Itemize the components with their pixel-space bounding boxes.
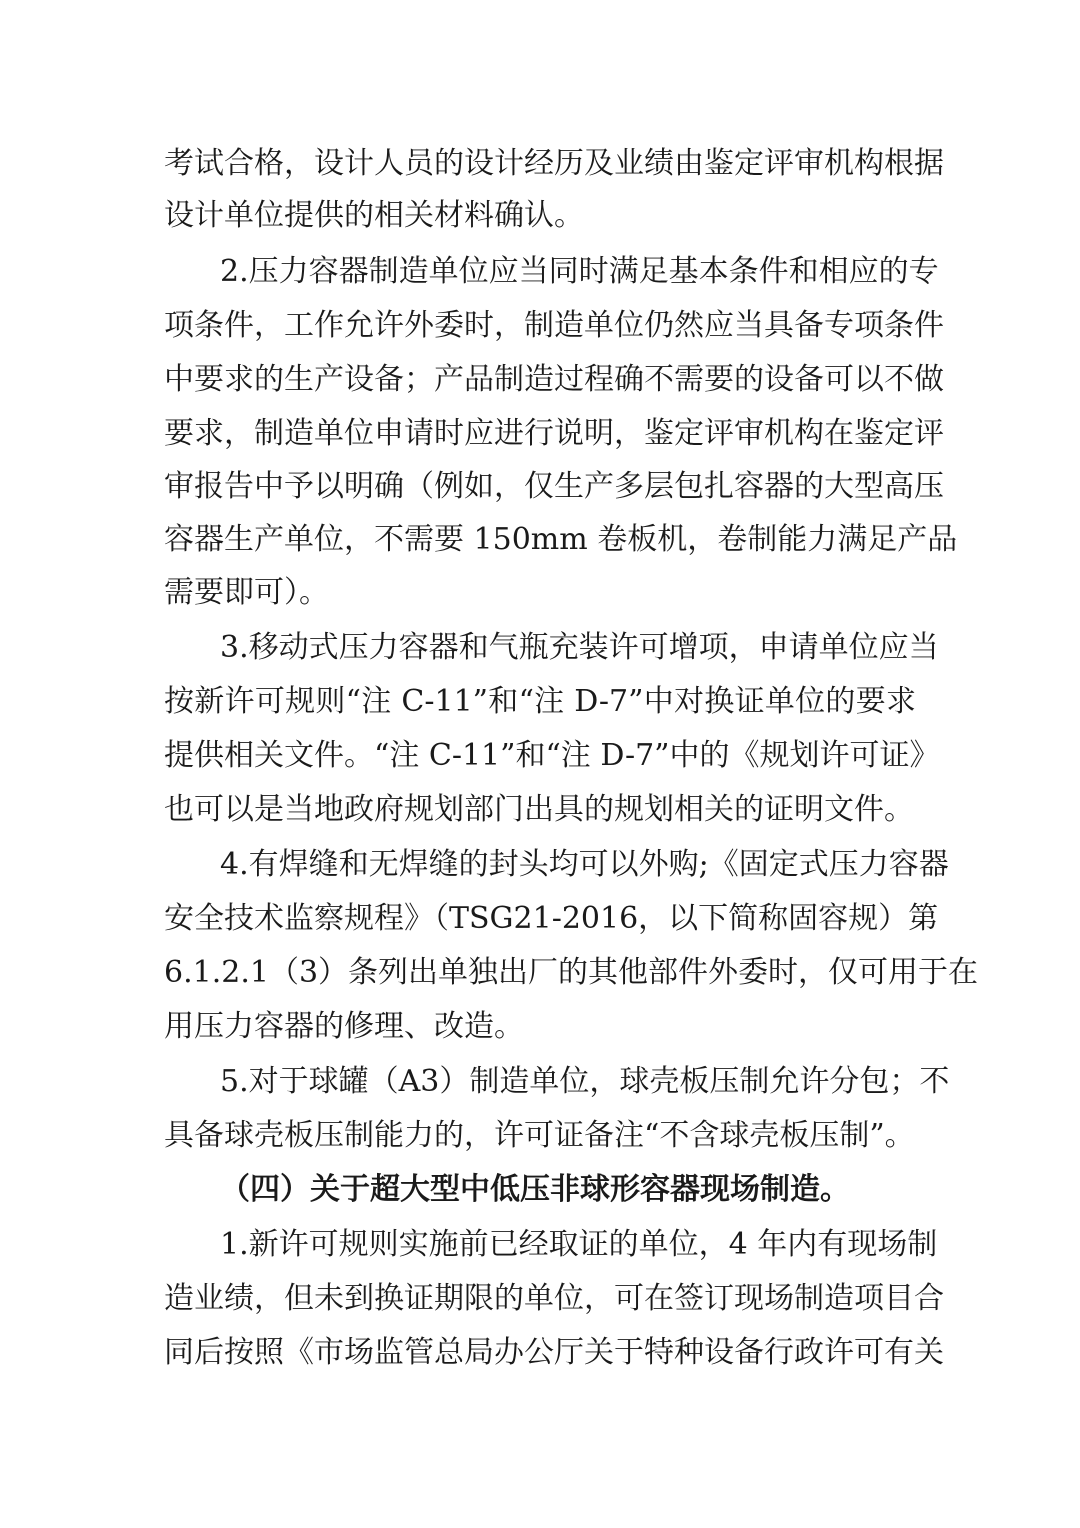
text-line: 安全技术监察规程》（TSG21-2016，以下简称固容规）第	[164, 901, 939, 936]
paragraph-start-line: 5.对于球罐（A3）制造单位，球壳板压制允许分包；不	[220, 1064, 950, 1099]
text-line: 考试合格，设计人员的设计经历及业绩由鉴定评审机构根据	[164, 146, 944, 181]
text-line: 造业绩，但未到换证期限的单位，可在签订现场制造项目合	[164, 1281, 944, 1316]
text-line: 审报告中予以明确（例如，仅生产多层包扎容器的大型高压	[164, 469, 944, 504]
text-line: 用压力容器的修理、改造。	[164, 1009, 524, 1044]
text-line: 项条件，工作允许外委时，制造单位仍然应当具备专项条件	[164, 308, 944, 343]
text-line: 也可以是当地政府规划部门出具的规划相关的证明文件。	[164, 792, 914, 827]
text-line: 提供相关文件。“注 C-11”和“注 D-7”中的《规划许可证》	[164, 738, 940, 773]
text-line: 具备球壳板压制能力的，许可证备注“不含球壳板压制”。	[164, 1118, 915, 1153]
paragraph-start-line: 1.新许可规则实施前已经取证的单位，4 年内有现场制	[220, 1227, 938, 1262]
text-line: 按新许可规则“注 C-11”和“注 D-7”中对换证单位的要求	[164, 684, 916, 719]
text-line: 容器生产单位，不需要 150mm 卷板机，卷制能力满足产品	[164, 522, 958, 557]
paragraph-start-line: 2.压力容器制造单位应当同时满足基本条件和相应的专	[220, 254, 939, 289]
text-line: 6.1.2.1（3）条列出单独出厂的其他部件外委时，仅可用于在	[164, 955, 979, 990]
text-line: 中要求的生产设备；产品制造过程确不需要的设备可以不做	[164, 362, 944, 397]
text-line: 同后按照《市场监管总局办公厅关于特种设备行政许可有关	[164, 1335, 944, 1370]
text-line: 设计单位提供的相关材料确认。	[164, 198, 584, 233]
text-line: 需要即可）。	[164, 575, 329, 610]
paragraph-start-line: 3.移动式压力容器和气瓶充装许可增项，申请单位应当	[220, 630, 939, 665]
text-line: 要求，制造单位申请时应进行说明，鉴定评审机构在鉴定评	[164, 416, 944, 451]
paragraph-start-line: 4.有焊缝和无焊缝的封头均可以外购;《固定式压力容器	[220, 847, 949, 882]
section-heading: （四）关于超大型中低压非球形容器现场制造。	[220, 1172, 850, 1207]
